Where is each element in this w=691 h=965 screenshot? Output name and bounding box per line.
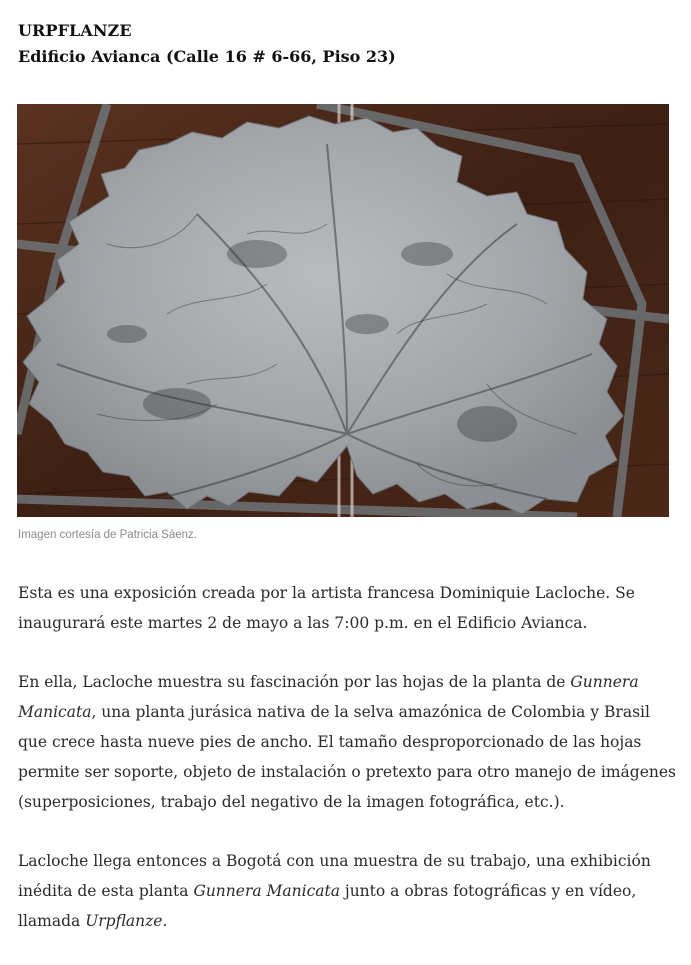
paragraph-fascination-text-1: En ella, Lacloche muestra su fascinación por las hojas de la planta de <box>18 673 571 691</box>
plant-name-emphasis: Gunnera Manicata <box>193 882 340 900</box>
paragraph-exhibition-text-2: junto a obras fotográficas y en vídeo, llamada <box>18 882 637 930</box>
venue-address: Edificio Avianca (Calle 16 # 6-66, Piso 23) <box>18 47 396 66</box>
article-title: URPFLANZE <box>18 21 132 40</box>
plant-name-emphasis: Gunnera Manicata <box>18 673 639 721</box>
paragraph-exhibition-text-3: . <box>162 912 168 930</box>
paragraph-exhibition <box>18 846 678 936</box>
paragraph-intro <box>18 578 678 638</box>
paragraph-fascination-text-2: , una planta jurásica nativa de la selva amazónica de Colombia y Brasil que crece hasta nueve pies de ancho. El tamaño desproporcionado de las hojas permite ser soporte, objeto de instalación o pretexto para otro manejo de imágenes (superposiciones, trabajo del negativo de la imagen fotográfica, etc.). <box>18 703 676 811</box>
paragraph-exhibition-text-1: Lacloche llega entonces a Bogotá con una muestra de su trabajo, una exhibición inédita de esta planta <box>18 852 651 900</box>
paragraph-fascination <box>18 667 678 817</box>
paragraph-intro-text: Esta es una exposición creada por la artista francesa Dominiquie Lacloche. Se inaugurará este martes 2 de mayo a las 7:00 p.m. en el Edificio Avianca. <box>18 584 635 632</box>
artwork-photo <box>17 104 669 517</box>
article-header <box>18 18 678 70</box>
exhibition-name-emphasis: Urpflanze <box>85 912 163 930</box>
image-caption: Imagen cortesía de Patricia Sáenz. <box>18 529 197 541</box>
article-body <box>18 578 678 965</box>
